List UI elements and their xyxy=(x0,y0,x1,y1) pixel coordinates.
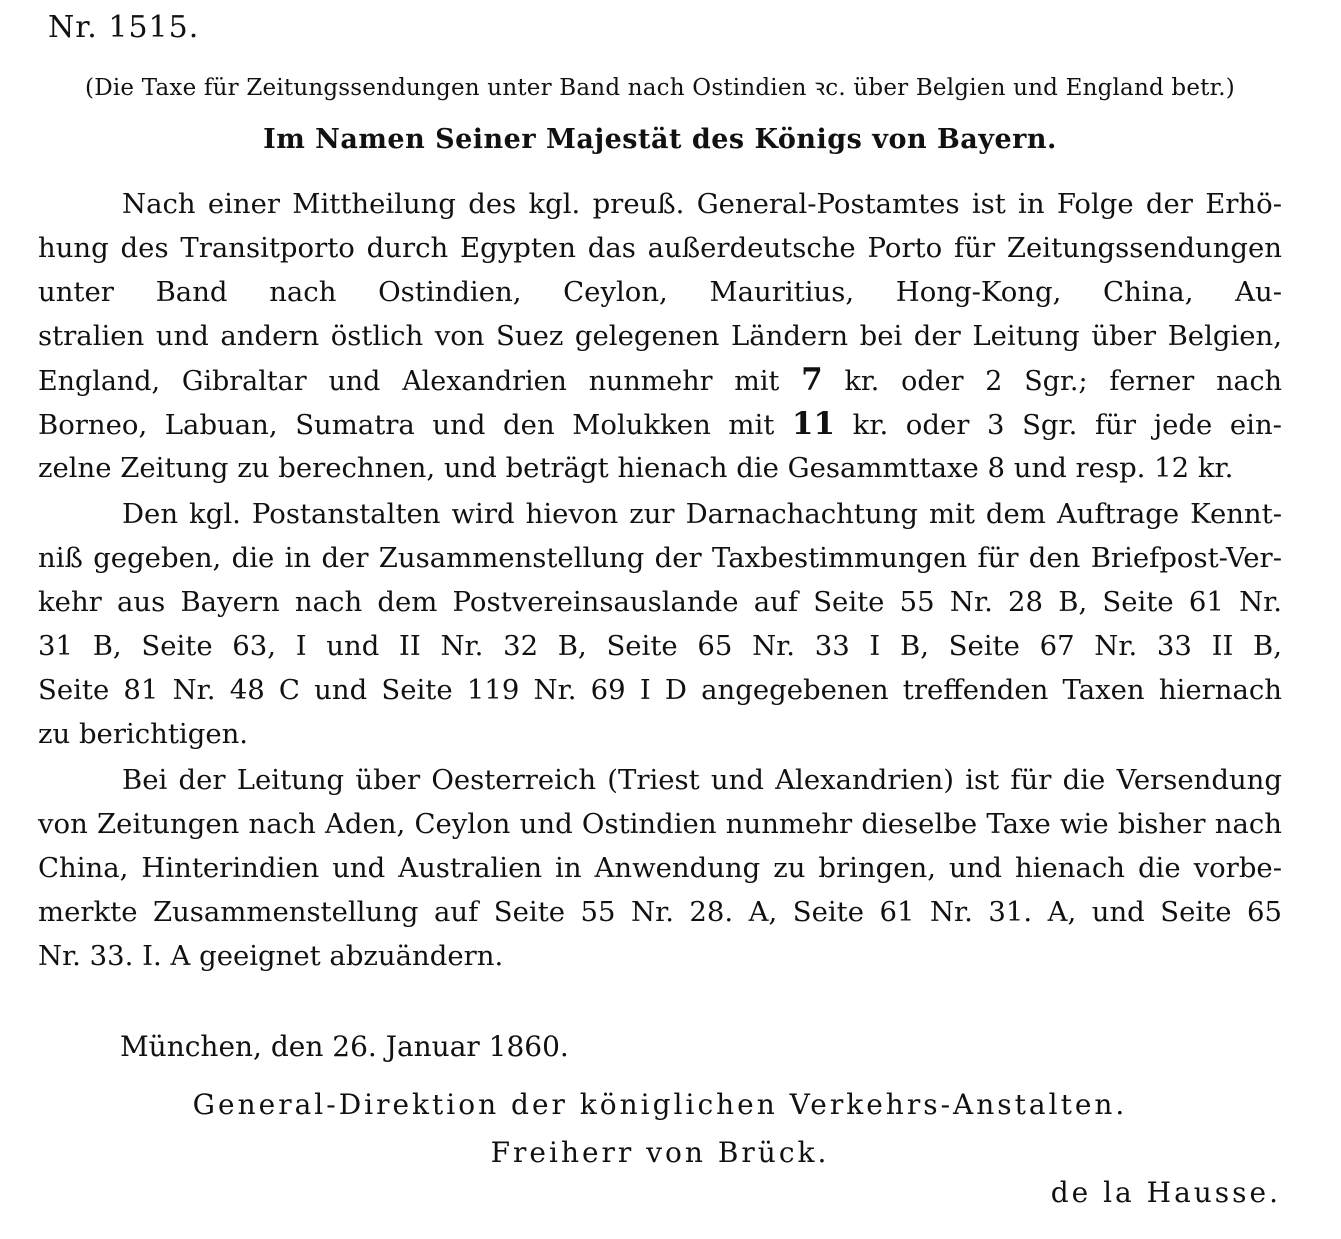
text-line: Nr. 33. I. A geeignet abzuändern. xyxy=(38,940,504,972)
text-line xyxy=(38,358,1282,402)
paragraph-1 xyxy=(38,182,1282,490)
document-number: Nr. 1515. xyxy=(48,10,200,45)
text-line: Bei der Leitung über Oesterreich (Triest und Alexandrien) ist für die Versendung xyxy=(122,764,1282,796)
text-line: zu berichtigen. xyxy=(38,718,249,750)
text-fragment: kr. oder 3 Sgr. für jede ein- xyxy=(835,409,1282,441)
emphasized-number: 11 xyxy=(791,406,836,442)
issuing-authority: General-Direktion der königlichen Verkehrs-Anstalten. xyxy=(192,1088,1128,1121)
document-body xyxy=(38,182,1282,978)
countersignatory: de la Hausse. xyxy=(1050,1176,1281,1209)
document-date: München, den 26. Januar 1860. xyxy=(120,1030,569,1063)
text-line: zelne Zeitung zu berechnen, und beträgt hienach die Gesammttaxe 8 und resp. 12 kr. xyxy=(38,452,1234,484)
text-line: China, Hinterindien und Australien in Anwendung zu bringen, und hienach die vorbe- xyxy=(38,852,1282,884)
text-line: niß gegeben, die in der Zusammenstellung der Taxbestimmungen für den Briefpost-Ver- xyxy=(38,542,1282,574)
text-fragment: kr. oder 2 Sgr.; ferner nach xyxy=(822,366,1282,397)
royal-invocation: Im Namen Seiner Majestät des Königs von Bayern. xyxy=(263,124,1057,155)
text-line: kehr aus Bayern nach dem Postvereinsauslande auf Seite 55 Nr. 28 B, Seite 61 Nr. xyxy=(38,586,1282,618)
text-line: Seite 81 Nr. 48 C und Seite 119 Nr. 69 I D angegebenen treffenden Taxen hiernach xyxy=(38,674,1282,706)
text-line: merkte Zusammenstellung auf Seite 55 Nr. 28. A, Seite 61 Nr. 31. A, und Seite 65 xyxy=(38,896,1282,928)
text-line: Nach einer Mittheilung des kgl. preuß. General-Postamtes ist in Folge der Erhö- xyxy=(122,188,1282,220)
text-line xyxy=(38,402,1282,446)
text-line: stralien und andern östlich von Suez gelegenen Ländern bei der Leitung über Belgien, xyxy=(38,320,1282,352)
paragraph-3 xyxy=(38,758,1282,978)
text-line: hung des Transitporto durch Egypten das außerdeutsche Porto für Zeitungssendungen xyxy=(38,232,1282,264)
text-fragment: Borneo, Labuan, Sumatra und den Molukken mit xyxy=(38,409,792,441)
text-line: Den kgl. Postanstalten wird hievon zur Darnachachtung mit dem Auftrage Kennt- xyxy=(122,498,1282,530)
text-line: unter Band nach Ostindien, Ceylon, Mauritius, Hong-Kong, China, Au- xyxy=(38,276,1282,308)
emphasized-number: 7 xyxy=(801,362,823,398)
signatory: Freiherr von Brück. xyxy=(490,1136,830,1169)
text-fragment: England, Gibraltar und Alexandrien nunmehr mit xyxy=(38,366,802,397)
text-line: von Zeitungen nach Aden, Ceylon und Ostindien nunmehr dieselbe Taxe wie bisher nach xyxy=(38,808,1282,840)
text-line: 31 B, Seite 63, I und II Nr. 32 B, Seite 65 Nr. 33 I B, Seite 67 Nr. 33 II B, xyxy=(38,630,1282,662)
document-subject: (Die Taxe für Zeitungssendungen unter Band nach Ostindien ꝛc. über Belgien und England betr.) xyxy=(85,75,1235,101)
paragraph-2 xyxy=(38,492,1282,756)
